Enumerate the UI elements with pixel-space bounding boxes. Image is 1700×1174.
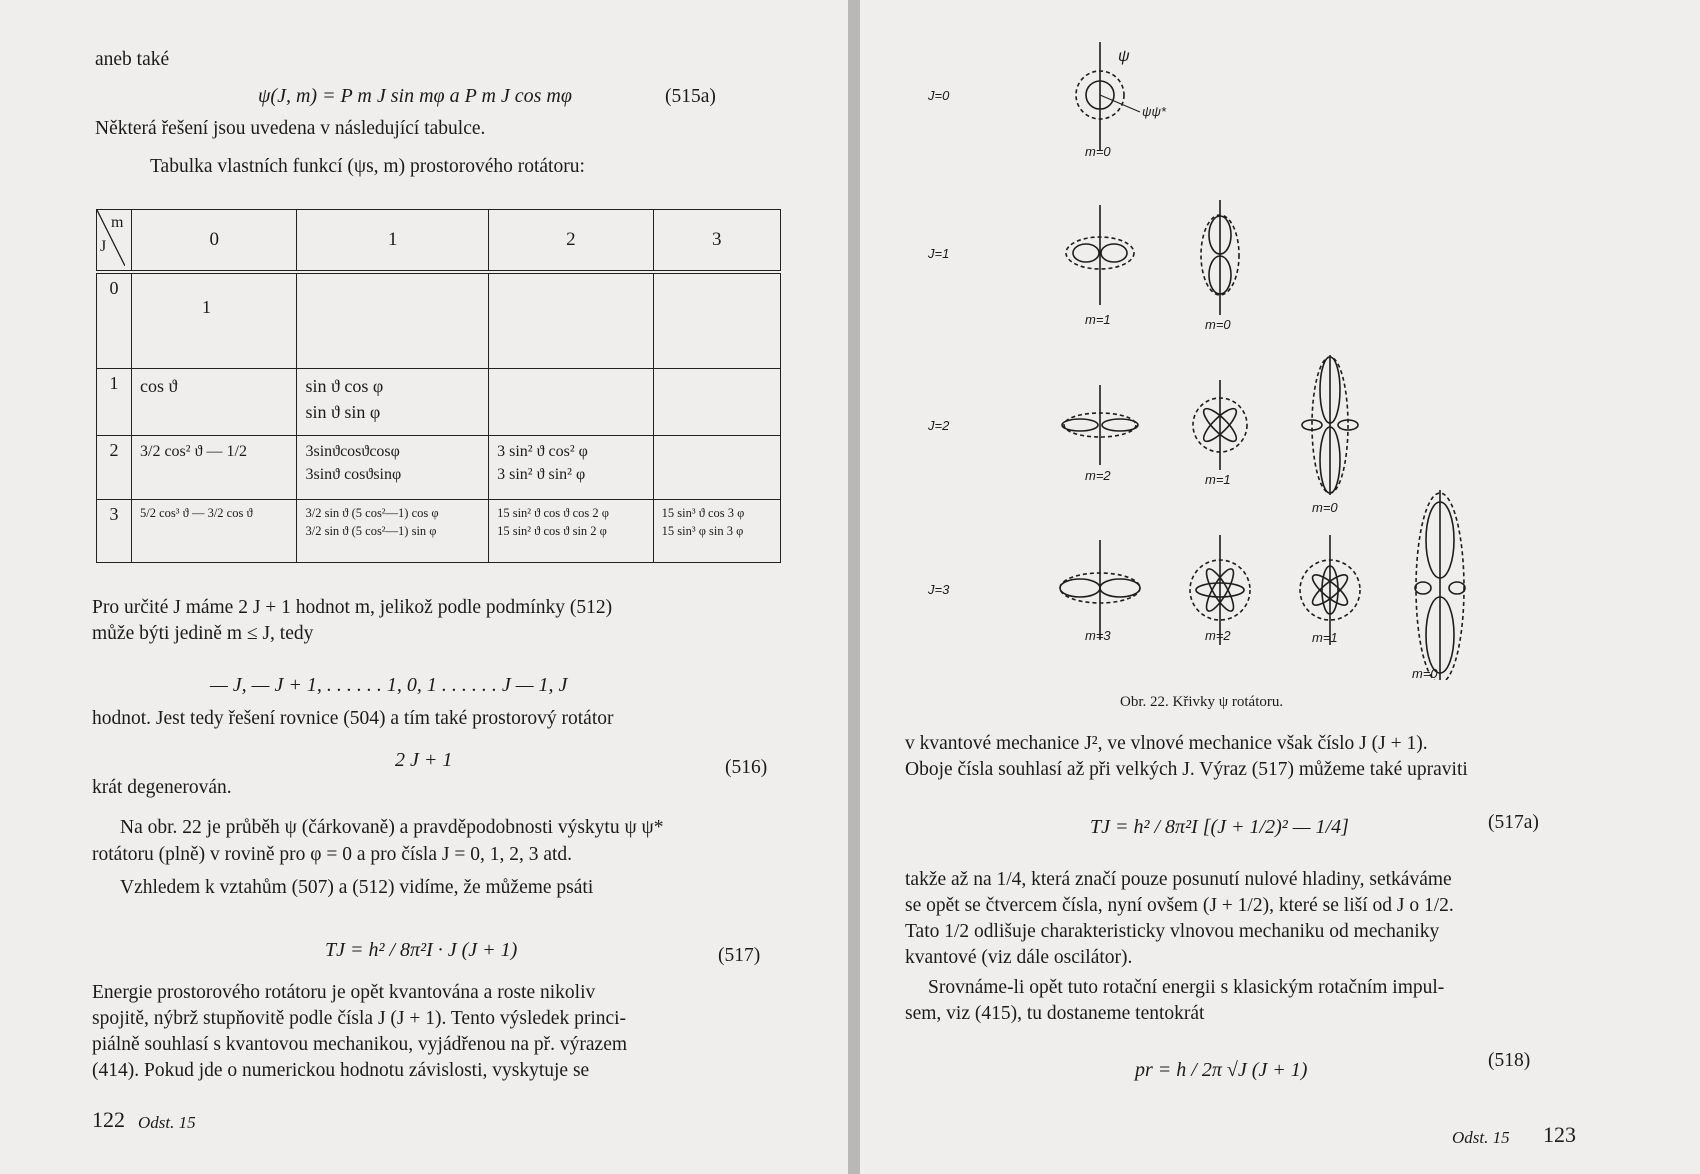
table-row (97, 272, 781, 369)
corner-m-label: m (111, 214, 124, 231)
right-page (860, 0, 1700, 1174)
m-label: m=2 (1205, 628, 1231, 643)
paragraph-line: v kvantové mechanice J², ve vlnové mechanice však číslo J (J + 1). (905, 733, 1428, 754)
row-header: 1 (97, 369, 132, 436)
m-label: m=0 (1312, 500, 1338, 515)
table-cell (132, 272, 297, 369)
equation-sequence: — J, — J + 1, . . . . . . 1, 0, 1 . . . . . . J — 1, J (210, 674, 568, 696)
m-label: m=1 (1085, 312, 1111, 327)
corner-diagonal (97, 210, 125, 266)
paragraph-line: piálně souhlasí s kvantovou mechanikou, vyjádřenou na př. výrazem (92, 1034, 628, 1055)
paragraph-line: Pro určité J máme 2 J + 1 hodnot m, jelikož podle podmínky (512) (92, 597, 613, 618)
table-cell (653, 500, 780, 563)
column-header-2: 2 (489, 210, 654, 273)
equation-516-number: (516) (725, 757, 768, 778)
intro-text: aneb také (95, 49, 170, 70)
paragraph-line: Oboje čísla souhlasí až při velkých J. Výraz (517) můžeme také upraviti (905, 759, 1468, 780)
m-label: m=1 (1312, 630, 1338, 645)
equation-518: pr = h / 2π √J (J + 1) (1135, 1059, 1308, 1081)
paragraph-line: (414). Pokud jde o numerickou hodnotu závislosti, vyskytuje se (92, 1060, 590, 1081)
paragraph-line: spojitě, nýbrž stupňovitě podle čísla J (J + 1). Tento výsledek princi- (92, 1008, 627, 1029)
paragraph-line: Energie prostorového rotátoru je opět kvantována a roste nikoliv (92, 982, 596, 1003)
corner-j-label: J (100, 238, 107, 255)
figure-22 (928, 40, 1630, 681)
paragraph-line: rotátoru (plně) v rovině pro φ = 0 a pro čísla J = 0, 1, 2, 3 atd. (92, 844, 573, 865)
column-header-3: 3 (653, 210, 780, 273)
page-number-right: 123 (1543, 1122, 1576, 1147)
paragraph-line: se opět se čtvercem čísla, nyní ovšem (J + 1/2), které se liší od J o 1/2. (905, 895, 1454, 916)
m-label: m=3 (1085, 628, 1111, 643)
table-cell (297, 369, 489, 436)
equation-516: 2 J + 1 (395, 749, 453, 771)
figure-drawing (990, 40, 1630, 680)
equation-517a: TJ = h² / 8π²I [(J + 1/2)² — 1/4] (1090, 816, 1349, 838)
eigenfunction-table (96, 209, 781, 563)
cell-text: 15 sin³ ϑ cos 3 φ (661, 506, 745, 520)
table-row (97, 500, 781, 563)
table-cell (132, 369, 297, 436)
cell-text: cos ϑ (140, 376, 178, 396)
psi-label: ψ (1118, 48, 1130, 65)
table-cell (132, 500, 297, 563)
cell-text: 5/2 cos³ ϑ — 3/2 cos ϑ (140, 506, 253, 520)
table-cell (489, 369, 654, 436)
paragraph-line: může býti jedině m ≤ J, tedy (92, 623, 314, 644)
equation-518-number: (518) (1488, 1050, 1531, 1071)
paragraph-line: takže až na 1/4, která značí pouze posunutí nulové hladiny, setkáváme (905, 869, 1452, 890)
table-cell (297, 436, 489, 500)
cell-text: 3sinϑ cosϑsinφ (305, 466, 402, 484)
table-cell (297, 500, 489, 563)
row-label-j3: J=3 (928, 582, 950, 597)
equation-515a: ψ(J, m) = P m J sin mφ a P m J cos mφ (258, 85, 572, 107)
row-header: 0 (97, 272, 132, 369)
table-title: Tabulka vlastních funkcí (ψs, m) prostorového rotátoru: (150, 156, 585, 177)
paragraph-line: hodnot. Jest tedy řešení rovnice (504) a tím také prostorový rotátor (92, 708, 614, 729)
m-label: m=0 (1205, 317, 1231, 332)
table-cell (653, 369, 780, 436)
m-label: m=2 (1085, 468, 1111, 483)
table-cell (653, 272, 780, 369)
m-label: m=0 (1412, 666, 1438, 681)
page-number-left: 122 (92, 1107, 125, 1132)
m-label: m=0 (1085, 144, 1111, 159)
cell-text: 3/2 cos² ϑ — 1/2 (140, 443, 247, 460)
paragraph-line: Srovnáme-li opět tuto rotační energii s klasickým rotačním impul- (928, 977, 1445, 998)
paragraph-line: sem, viz (415), tu dostaneme tentokrát (905, 1003, 1205, 1024)
equation-517-number: (517) (718, 945, 761, 966)
table-row (97, 369, 781, 436)
table-cell (489, 436, 654, 500)
row-label-j1: J=1 (928, 246, 950, 261)
equation-517a-number: (517a) (1488, 812, 1539, 833)
cell-text: sin ϑ cos φ (305, 376, 384, 396)
table-cell (653, 436, 780, 500)
cell-text: 1 (202, 297, 211, 317)
paragraph-line: kvantové (viz dále oscilátor). (905, 947, 1133, 968)
table-cell (489, 500, 654, 563)
figure-caption: Obr. 22. Křivky ψ rotátoru. (1120, 694, 1284, 710)
column-header-1: 1 (297, 210, 489, 273)
table-corner (97, 210, 132, 273)
cell-text: 3sinϑcosϑcosφ (305, 443, 400, 460)
paragraph-line: Tato 1/2 odlišuje charakteristicky vlnovou mechaniku od mechaniky (905, 921, 1440, 942)
equation-517: TJ = h² / 8π²I · J (J + 1) (325, 939, 518, 961)
cell-text: 15 sin² ϑ cos ϑ cos 2 φ (497, 506, 609, 520)
paragraph-line: Na obr. 22 je průběh ψ (čárkovaně) a pravděpodobnosti výskytu ψ ψ* (120, 817, 664, 838)
table-intro-sentence: Některá řešení jsou uvedena v následující tabulce. (95, 118, 486, 139)
section-label-left: Odst. 15 (138, 1113, 196, 1132)
table-cell (489, 272, 654, 369)
table-row (97, 436, 781, 500)
paragraph-line: krát degenerován. (92, 777, 232, 798)
table-cell (297, 272, 489, 369)
cell-text: 3 sin² ϑ sin² φ (497, 466, 586, 484)
table-cell (132, 436, 297, 500)
row-header: 2 (97, 436, 132, 500)
psi-psi-star-label: ψψ* (1142, 104, 1166, 119)
cell-text: 3/2 sin ϑ (5 cos²—1) cos φ (305, 506, 439, 520)
row-header: 3 (97, 500, 132, 563)
equation-515a-number: (515a) (665, 86, 716, 107)
paragraph-line: Vzhledem k vztahům (507) a (512) vidíme, že můžeme psáti (120, 877, 594, 898)
cell-text: sin ϑ sin φ (305, 402, 381, 423)
row-label-j0: J=0 (928, 88, 950, 103)
m-label: m=1 (1205, 472, 1231, 487)
section-label-right: Odst. 15 (1452, 1128, 1510, 1147)
cell-text: 15 sin³ φ sin 3 φ (661, 524, 744, 539)
cell-text: 15 sin² ϑ cos ϑ sin 2 φ (497, 524, 607, 539)
cell-text: 3/2 sin ϑ (5 cos²—1) sin φ (305, 524, 437, 539)
row-label-j2: J=2 (928, 418, 950, 433)
column-header-0: 0 (132, 210, 297, 273)
cell-text: 3 sin² ϑ cos² φ (497, 443, 588, 460)
